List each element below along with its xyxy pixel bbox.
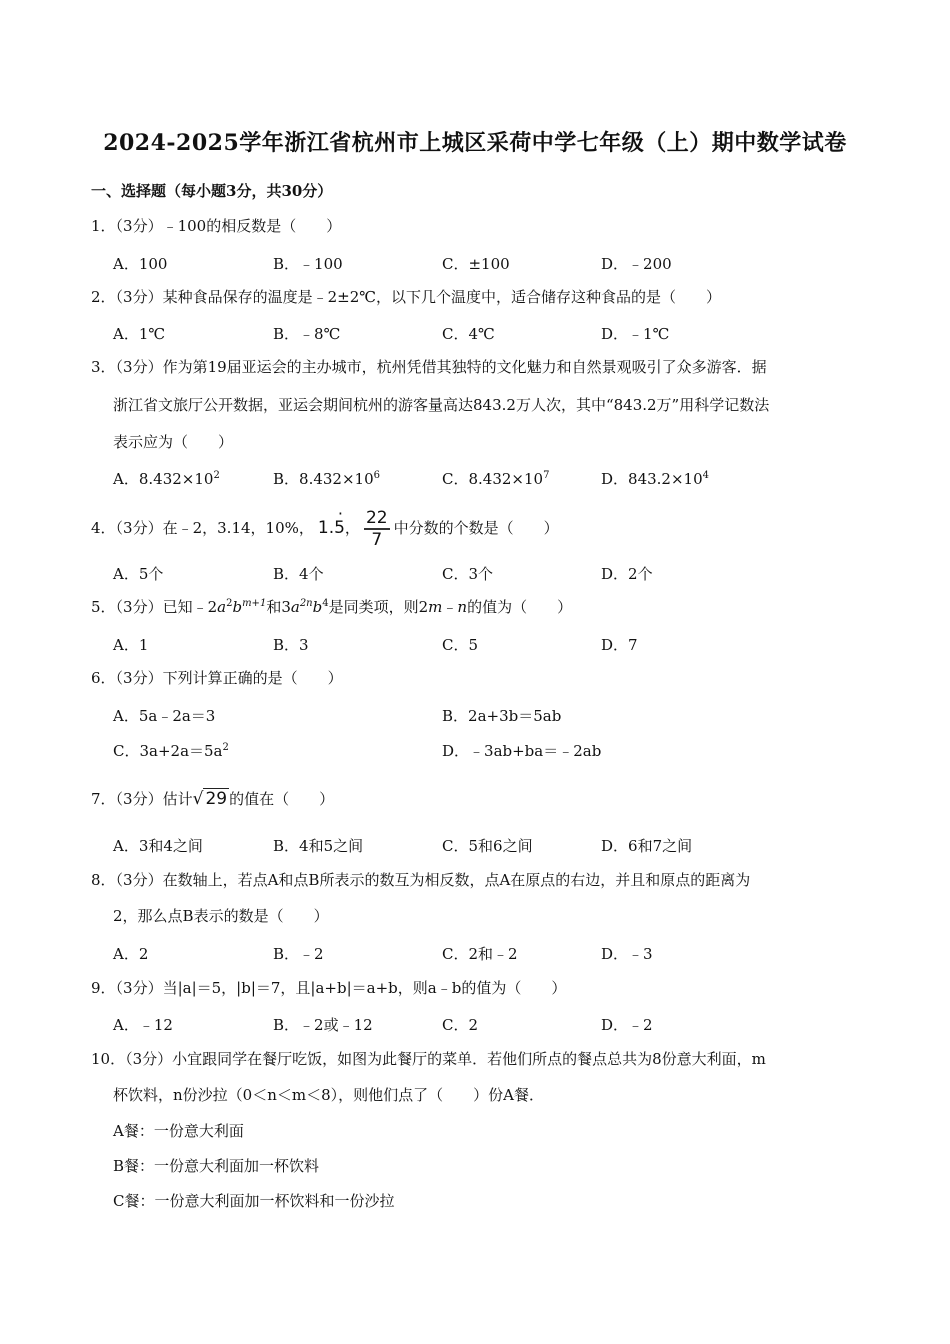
question-1-option-c: C．±100 bbox=[442, 255, 510, 273]
question-7-option-a: A．3和4之间 bbox=[113, 837, 203, 855]
question-6-option-d: D．﹣3ab+ba＝﹣2ab bbox=[442, 742, 602, 760]
question-2-option-a: A．1℃ bbox=[113, 325, 166, 343]
question-4-option-d: D．2个 bbox=[601, 565, 653, 583]
question-2-stem: 2．（3分）某种食品保存的温度是﹣2±2℃，以下几个温度中，适合储存这种食品的是（ ） bbox=[91, 288, 722, 306]
question-9-option-d: D．﹣2 bbox=[601, 1016, 653, 1034]
question-5-option-a: A．1 bbox=[113, 636, 149, 654]
question-1-option-a: A．100 bbox=[113, 255, 168, 273]
question-3-line-2: 浙江省文旅厅公开数据，亚运会期间杭州的游客量高达843.2万人次，其中“843.2万”用科学记数法 bbox=[113, 396, 770, 414]
question-10-line-2: 杯饮料，n份沙拉（0＜n＜m＜8），则他们点了（ ）份A餐． bbox=[113, 1086, 544, 1104]
question-2-option-b: B．﹣8℃ bbox=[273, 325, 341, 343]
fraction-22-7: $\frac{22}{7}$ bbox=[365, 508, 388, 550]
question-6-option-c: C．$3a+2a=5a^2$ bbox=[113, 742, 229, 760]
question-7-stem: 7．（3分）估计√ 29 的值在（ ） bbox=[91, 789, 335, 809]
question-9-option-a: A．﹣12 bbox=[113, 1016, 173, 1034]
question-3-option-d: D．$843.2\times 10^4$ bbox=[601, 470, 709, 488]
question-5-stem: 5．（3分）已知$﹣2a^2b^{m+1}$和$3a^{2n}b^4$是同类项，则2m﹣n的值为（ ） bbox=[91, 598, 573, 616]
question-4-option-a: A．5个 bbox=[113, 565, 164, 583]
question-7-option-c: C．5和6之间 bbox=[442, 837, 533, 855]
repeating-decimal: 1.5 · bbox=[317, 504, 345, 538]
question-3-option-c: C．$8.432\times 10^7$ bbox=[442, 470, 550, 488]
menu-item-b: B餐：一份意大利面加一杯饮料 bbox=[113, 1157, 320, 1175]
question-1-option-b: B．﹣100 bbox=[273, 255, 343, 273]
question-8-line-1: 8．（3分）在数轴上，若点A和点B所表示的数互为相反数，点A在原点的右边，并且和原点的距离为 bbox=[91, 871, 751, 889]
question-5-option-d: D．7 bbox=[601, 636, 638, 654]
question-7-option-d: D．6和7之间 bbox=[601, 837, 693, 855]
question-8-option-a: A．2 bbox=[113, 945, 149, 963]
question-8-option-c: C．2和﹣2 bbox=[442, 945, 518, 963]
question-10-line-1: 10．（3分）小宜跟同学在餐厅吃饭，如图为此餐厅的菜单．若他们所点的餐点总共为8份意大利面，m bbox=[91, 1050, 766, 1068]
question-1-option-d: D．﹣200 bbox=[601, 255, 672, 273]
exam-title: 2024-2025学年浙江省杭州市上城区采荷中学七年级（上）期中数学试卷 bbox=[103, 130, 847, 156]
question-1-stem: 1．（3分）﹣100的相反数是（ ） bbox=[91, 217, 342, 235]
question-3-option-a: A．$8.432\times 10^2$ bbox=[113, 470, 220, 488]
question-4-option-c: C．3个 bbox=[442, 565, 494, 583]
question-3-line-1: 3．（3分）作为第19届亚运会的主办城市，杭州凭借其独特的文化魅力和自然景观吸引了众多游客．据 bbox=[91, 358, 767, 376]
question-7-option-b: B．4和5之间 bbox=[273, 837, 364, 855]
question-6-stem: 6．（3分）下列计算正确的是（ ） bbox=[91, 669, 343, 687]
menu-item-c: C餐：一份意大利面加一杯饮料和一份沙拉 bbox=[113, 1192, 395, 1210]
question-4-option-b: B．4个 bbox=[273, 565, 324, 583]
menu-item-a: A餐：一份意大利面 bbox=[113, 1122, 244, 1140]
question-5-option-b: B．3 bbox=[273, 636, 309, 654]
sqrt-symbol: √ 29 bbox=[192, 789, 228, 809]
question-9-stem: 9．（3分）当|a|＝5，|b|＝7，且|a+b|＝a+b，则a﹣b的值为（ ） bbox=[91, 979, 567, 997]
question-3-option-b: B．$8.432\times 10^6$ bbox=[273, 470, 380, 488]
question-6-option-a: A．5a﹣2a＝3 bbox=[113, 707, 216, 725]
question-6-option-b: B．2a+3b＝5ab bbox=[442, 707, 562, 725]
question-8-option-b: B．﹣2 bbox=[273, 945, 324, 963]
section-heading-choice: 一、选择题（每小题3分，共30分） bbox=[91, 182, 333, 200]
question-3-line-3: 表示应为（ ） bbox=[113, 433, 234, 451]
question-9-option-b: B．﹣2或﹣12 bbox=[273, 1016, 373, 1034]
question-2-option-d: D．﹣1℃ bbox=[601, 325, 670, 343]
question-8-option-d: D．﹣3 bbox=[601, 945, 653, 963]
question-5-option-c: C．5 bbox=[442, 636, 479, 654]
question-2-option-c: C．4℃ bbox=[442, 325, 495, 343]
question-4-stem: 4．（3分）在﹣2，3.14，10%， 1.5 · ， $\frac{22}{7}$ 中分数的个数是（ ） bbox=[91, 504, 559, 550]
question-8-line-2: 2，那么点B表示的数是（ ） bbox=[113, 907, 329, 925]
question-9-option-c: C．2 bbox=[442, 1016, 479, 1034]
